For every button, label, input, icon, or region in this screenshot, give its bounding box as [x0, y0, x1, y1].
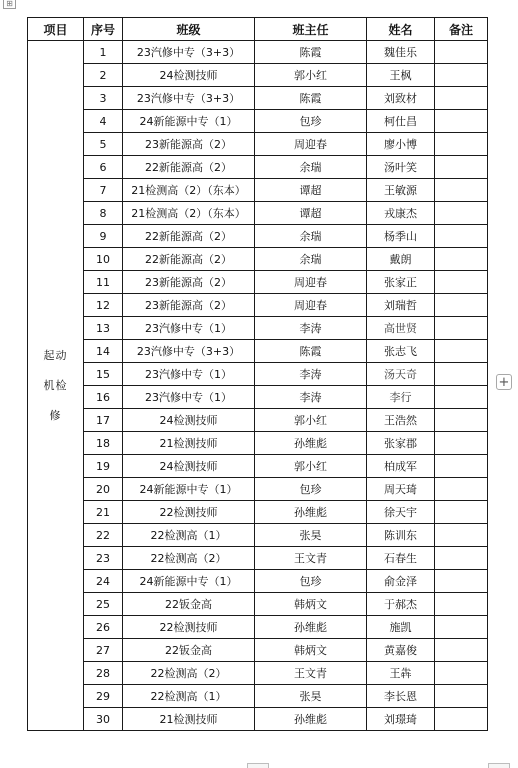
table-row [28, 64, 488, 87]
table-row [28, 593, 488, 616]
note-cell [435, 478, 488, 501]
note-cell [435, 593, 488, 616]
table-row [28, 662, 488, 685]
student-name-cell: 廖小博 [367, 133, 435, 156]
row-number-cell: 6 [84, 156, 123, 179]
teacher-cell: 李涛 [255, 386, 367, 409]
note-cell [435, 133, 488, 156]
teacher-cell: 余瑞 [255, 248, 367, 271]
student-name-cell: 黄嘉俊 [367, 639, 435, 662]
teacher-cell: 孙维彪 [255, 501, 367, 524]
class-cell: 22检测技师 [123, 501, 255, 524]
student-name-cell: 王浩然 [367, 409, 435, 432]
note-cell [435, 340, 488, 363]
teacher-cell: 余瑞 [255, 156, 367, 179]
student-name-cell: 李长恩 [367, 685, 435, 708]
table-row [28, 179, 488, 202]
note-cell [435, 248, 488, 271]
note-cell [435, 685, 488, 708]
class-cell: 21检测高（2）（东本） [123, 202, 255, 225]
teacher-cell: 包珍 [255, 478, 367, 501]
roster-table [27, 17, 488, 731]
student-name-cell: 王犇 [367, 662, 435, 685]
note-cell [435, 179, 488, 202]
header-teacher: 班主任 [255, 18, 367, 41]
table-row [28, 294, 488, 317]
row-number-cell: 16 [84, 386, 123, 409]
table-row [28, 202, 488, 225]
row-number-cell: 1 [84, 41, 123, 64]
teacher-cell: 孙维彪 [255, 708, 367, 731]
class-cell: 23汽修中专（3+3） [123, 41, 255, 64]
note-cell [435, 547, 488, 570]
teacher-cell: 孙维彪 [255, 432, 367, 455]
row-number-cell: 29 [84, 685, 123, 708]
class-cell: 24检测技师 [123, 409, 255, 432]
teacher-cell: 周迎春 [255, 271, 367, 294]
class-cell: 23新能源高（2） [123, 133, 255, 156]
note-cell [435, 64, 488, 87]
table-row [28, 340, 488, 363]
row-number-cell: 22 [84, 524, 123, 547]
student-name-cell: 杨季山 [367, 225, 435, 248]
note-cell [435, 455, 488, 478]
class-cell: 24新能源中专（1） [123, 110, 255, 133]
row-number-cell: 11 [84, 271, 123, 294]
table-row [28, 41, 488, 64]
table-row [28, 363, 488, 386]
teacher-cell: 陈霞 [255, 41, 367, 64]
teacher-cell: 郭小红 [255, 455, 367, 478]
student-name-cell: 戴朗 [367, 248, 435, 271]
table-row [28, 501, 488, 524]
student-name-cell: 刘瑞哲 [367, 294, 435, 317]
header-project: 项目 [28, 18, 84, 41]
class-cell: 22新能源高（2） [123, 156, 255, 179]
student-name-cell: 柯仕昌 [367, 110, 435, 133]
class-cell: 23汽修中专（3+3） [123, 340, 255, 363]
student-name-cell: 石春生 [367, 547, 435, 570]
class-cell: 22检测高（2） [123, 662, 255, 685]
teacher-cell: 孙维彪 [255, 616, 367, 639]
student-name-cell: 王敏源 [367, 179, 435, 202]
table-row [28, 685, 488, 708]
class-cell: 23汽修中专（3+3） [123, 87, 255, 110]
teacher-cell: 周迎春 [255, 133, 367, 156]
table-row [28, 317, 488, 340]
note-cell [435, 708, 488, 731]
teacher-cell: 包珍 [255, 570, 367, 593]
student-name-cell: 李行 [367, 386, 435, 409]
note-cell [435, 41, 488, 64]
note-cell [435, 363, 488, 386]
teacher-cell: 谭超 [255, 202, 367, 225]
note-cell [435, 432, 488, 455]
class-cell: 22钣金高 [123, 593, 255, 616]
class-cell: 22检测技师 [123, 616, 255, 639]
teacher-cell: 谭超 [255, 179, 367, 202]
row-number-cell: 13 [84, 317, 123, 340]
note-cell [435, 110, 488, 133]
student-name-cell: 王枫 [367, 64, 435, 87]
table-row [28, 248, 488, 271]
student-name-cell: 张志飞 [367, 340, 435, 363]
teacher-cell: 郭小红 [255, 409, 367, 432]
student-name-cell: 施凯 [367, 616, 435, 639]
class-cell: 23汽修中专（1） [123, 386, 255, 409]
class-cell: 22新能源高（2） [123, 225, 255, 248]
note-cell [435, 202, 488, 225]
page-tab-right[interactable] [488, 763, 510, 768]
note-cell [435, 501, 488, 524]
row-number-cell: 20 [84, 478, 123, 501]
student-name-cell: 刘致材 [367, 87, 435, 110]
student-name-cell: 于郝杰 [367, 593, 435, 616]
page-tab-left[interactable] [247, 763, 269, 768]
note-cell [435, 294, 488, 317]
note-cell [435, 271, 488, 294]
class-cell: 24检测技师 [123, 455, 255, 478]
class-cell: 22检测高（1） [123, 685, 255, 708]
row-number-cell: 3 [84, 87, 123, 110]
teacher-cell: 王文青 [255, 662, 367, 685]
row-number-cell: 4 [84, 110, 123, 133]
student-name-cell: 张家正 [367, 271, 435, 294]
row-number-cell: 21 [84, 501, 123, 524]
class-cell: 21检测技师 [123, 708, 255, 731]
row-number-cell: 2 [84, 64, 123, 87]
student-name-cell: 戎康杰 [367, 202, 435, 225]
header-name: 姓名 [367, 18, 435, 41]
table-row [28, 110, 488, 133]
class-cell: 21检测技师 [123, 432, 255, 455]
note-cell [435, 317, 488, 340]
note-cell [435, 156, 488, 179]
row-number-cell: 9 [84, 225, 123, 248]
table-row [28, 639, 488, 662]
student-name-cell: 汤叶笑 [367, 156, 435, 179]
class-cell: 23汽修中专（1） [123, 317, 255, 340]
student-name-cell: 汤天奇 [367, 363, 435, 386]
student-name-cell: 柏成军 [367, 455, 435, 478]
row-number-cell: 12 [84, 294, 123, 317]
table-row [28, 570, 488, 593]
row-number-cell: 14 [84, 340, 123, 363]
teacher-cell: 郭小红 [255, 64, 367, 87]
note-cell [435, 662, 488, 685]
table-row [28, 225, 488, 248]
class-cell: 22新能源高（2） [123, 248, 255, 271]
class-cell: 23新能源高（2） [123, 271, 255, 294]
table-row [28, 386, 488, 409]
table-row [28, 271, 488, 294]
row-number-cell: 25 [84, 593, 123, 616]
teacher-cell: 陈霞 [255, 87, 367, 110]
student-name-cell: 高世贤 [367, 317, 435, 340]
teacher-cell: 王文青 [255, 547, 367, 570]
student-name-cell: 周天琦 [367, 478, 435, 501]
row-number-cell: 26 [84, 616, 123, 639]
note-cell [435, 616, 488, 639]
class-cell: 23新能源高（2） [123, 294, 255, 317]
teacher-cell: 韩炳文 [255, 639, 367, 662]
row-number-cell: 7 [84, 179, 123, 202]
header-number: 序号 [84, 18, 123, 41]
note-cell [435, 87, 488, 110]
class-cell: 21检测高（2）（东本） [123, 179, 255, 202]
class-cell: 23汽修中专（1） [123, 363, 255, 386]
table-row [28, 133, 488, 156]
note-cell [435, 225, 488, 248]
row-number-cell: 5 [84, 133, 123, 156]
table-move-handle[interactable]: ⊞ [3, 0, 16, 9]
table-header-row [28, 18, 488, 41]
row-number-cell: 15 [84, 363, 123, 386]
row-number-cell: 18 [84, 432, 123, 455]
note-cell [435, 570, 488, 593]
table-row [28, 478, 488, 501]
row-number-cell: 19 [84, 455, 123, 478]
row-number-cell: 10 [84, 248, 123, 271]
table-row [28, 708, 488, 731]
note-cell [435, 386, 488, 409]
note-cell [435, 639, 488, 662]
table-row [28, 432, 488, 455]
student-name-cell: 张家郡 [367, 432, 435, 455]
teacher-cell: 周迎春 [255, 294, 367, 317]
table-row [28, 547, 488, 570]
class-cell: 22检测高（1） [123, 524, 255, 547]
project-cell [28, 41, 84, 731]
class-cell: 24新能源中专（1） [123, 570, 255, 593]
student-name-cell: 刘璟琦 [367, 708, 435, 731]
teacher-cell: 李涛 [255, 317, 367, 340]
note-cell [435, 524, 488, 547]
teacher-cell: 张昊 [255, 685, 367, 708]
student-name-cell: 陈训东 [367, 524, 435, 547]
add-row-button[interactable]: + [496, 374, 512, 390]
teacher-cell: 包珍 [255, 110, 367, 133]
table-row [28, 409, 488, 432]
table-row [28, 156, 488, 179]
header-class: 班级 [123, 18, 255, 41]
note-cell [435, 409, 488, 432]
table-row [28, 87, 488, 110]
row-number-cell: 8 [84, 202, 123, 225]
class-cell: 22检测高（2） [123, 547, 255, 570]
student-name-cell: 俞金泽 [367, 570, 435, 593]
row-number-cell: 23 [84, 547, 123, 570]
teacher-cell: 陈霞 [255, 340, 367, 363]
table-row [28, 616, 488, 639]
row-number-cell: 17 [84, 409, 123, 432]
teacher-cell: 李涛 [255, 363, 367, 386]
teacher-cell: 余瑞 [255, 225, 367, 248]
class-cell: 22钣金高 [123, 639, 255, 662]
table-row [28, 455, 488, 478]
row-number-cell: 27 [84, 639, 123, 662]
header-note: 备注 [435, 18, 488, 41]
row-number-cell: 28 [84, 662, 123, 685]
project-label: 起动机检修 [43, 348, 68, 422]
class-cell: 24新能源中专（1） [123, 478, 255, 501]
teacher-cell: 张昊 [255, 524, 367, 547]
row-number-cell: 30 [84, 708, 123, 731]
teacher-cell: 韩炳文 [255, 593, 367, 616]
class-cell: 24检测技师 [123, 64, 255, 87]
table-row [28, 524, 488, 547]
row-number-cell: 24 [84, 570, 123, 593]
student-name-cell: 徐天宇 [367, 501, 435, 524]
student-name-cell: 魏佳乐 [367, 41, 435, 64]
